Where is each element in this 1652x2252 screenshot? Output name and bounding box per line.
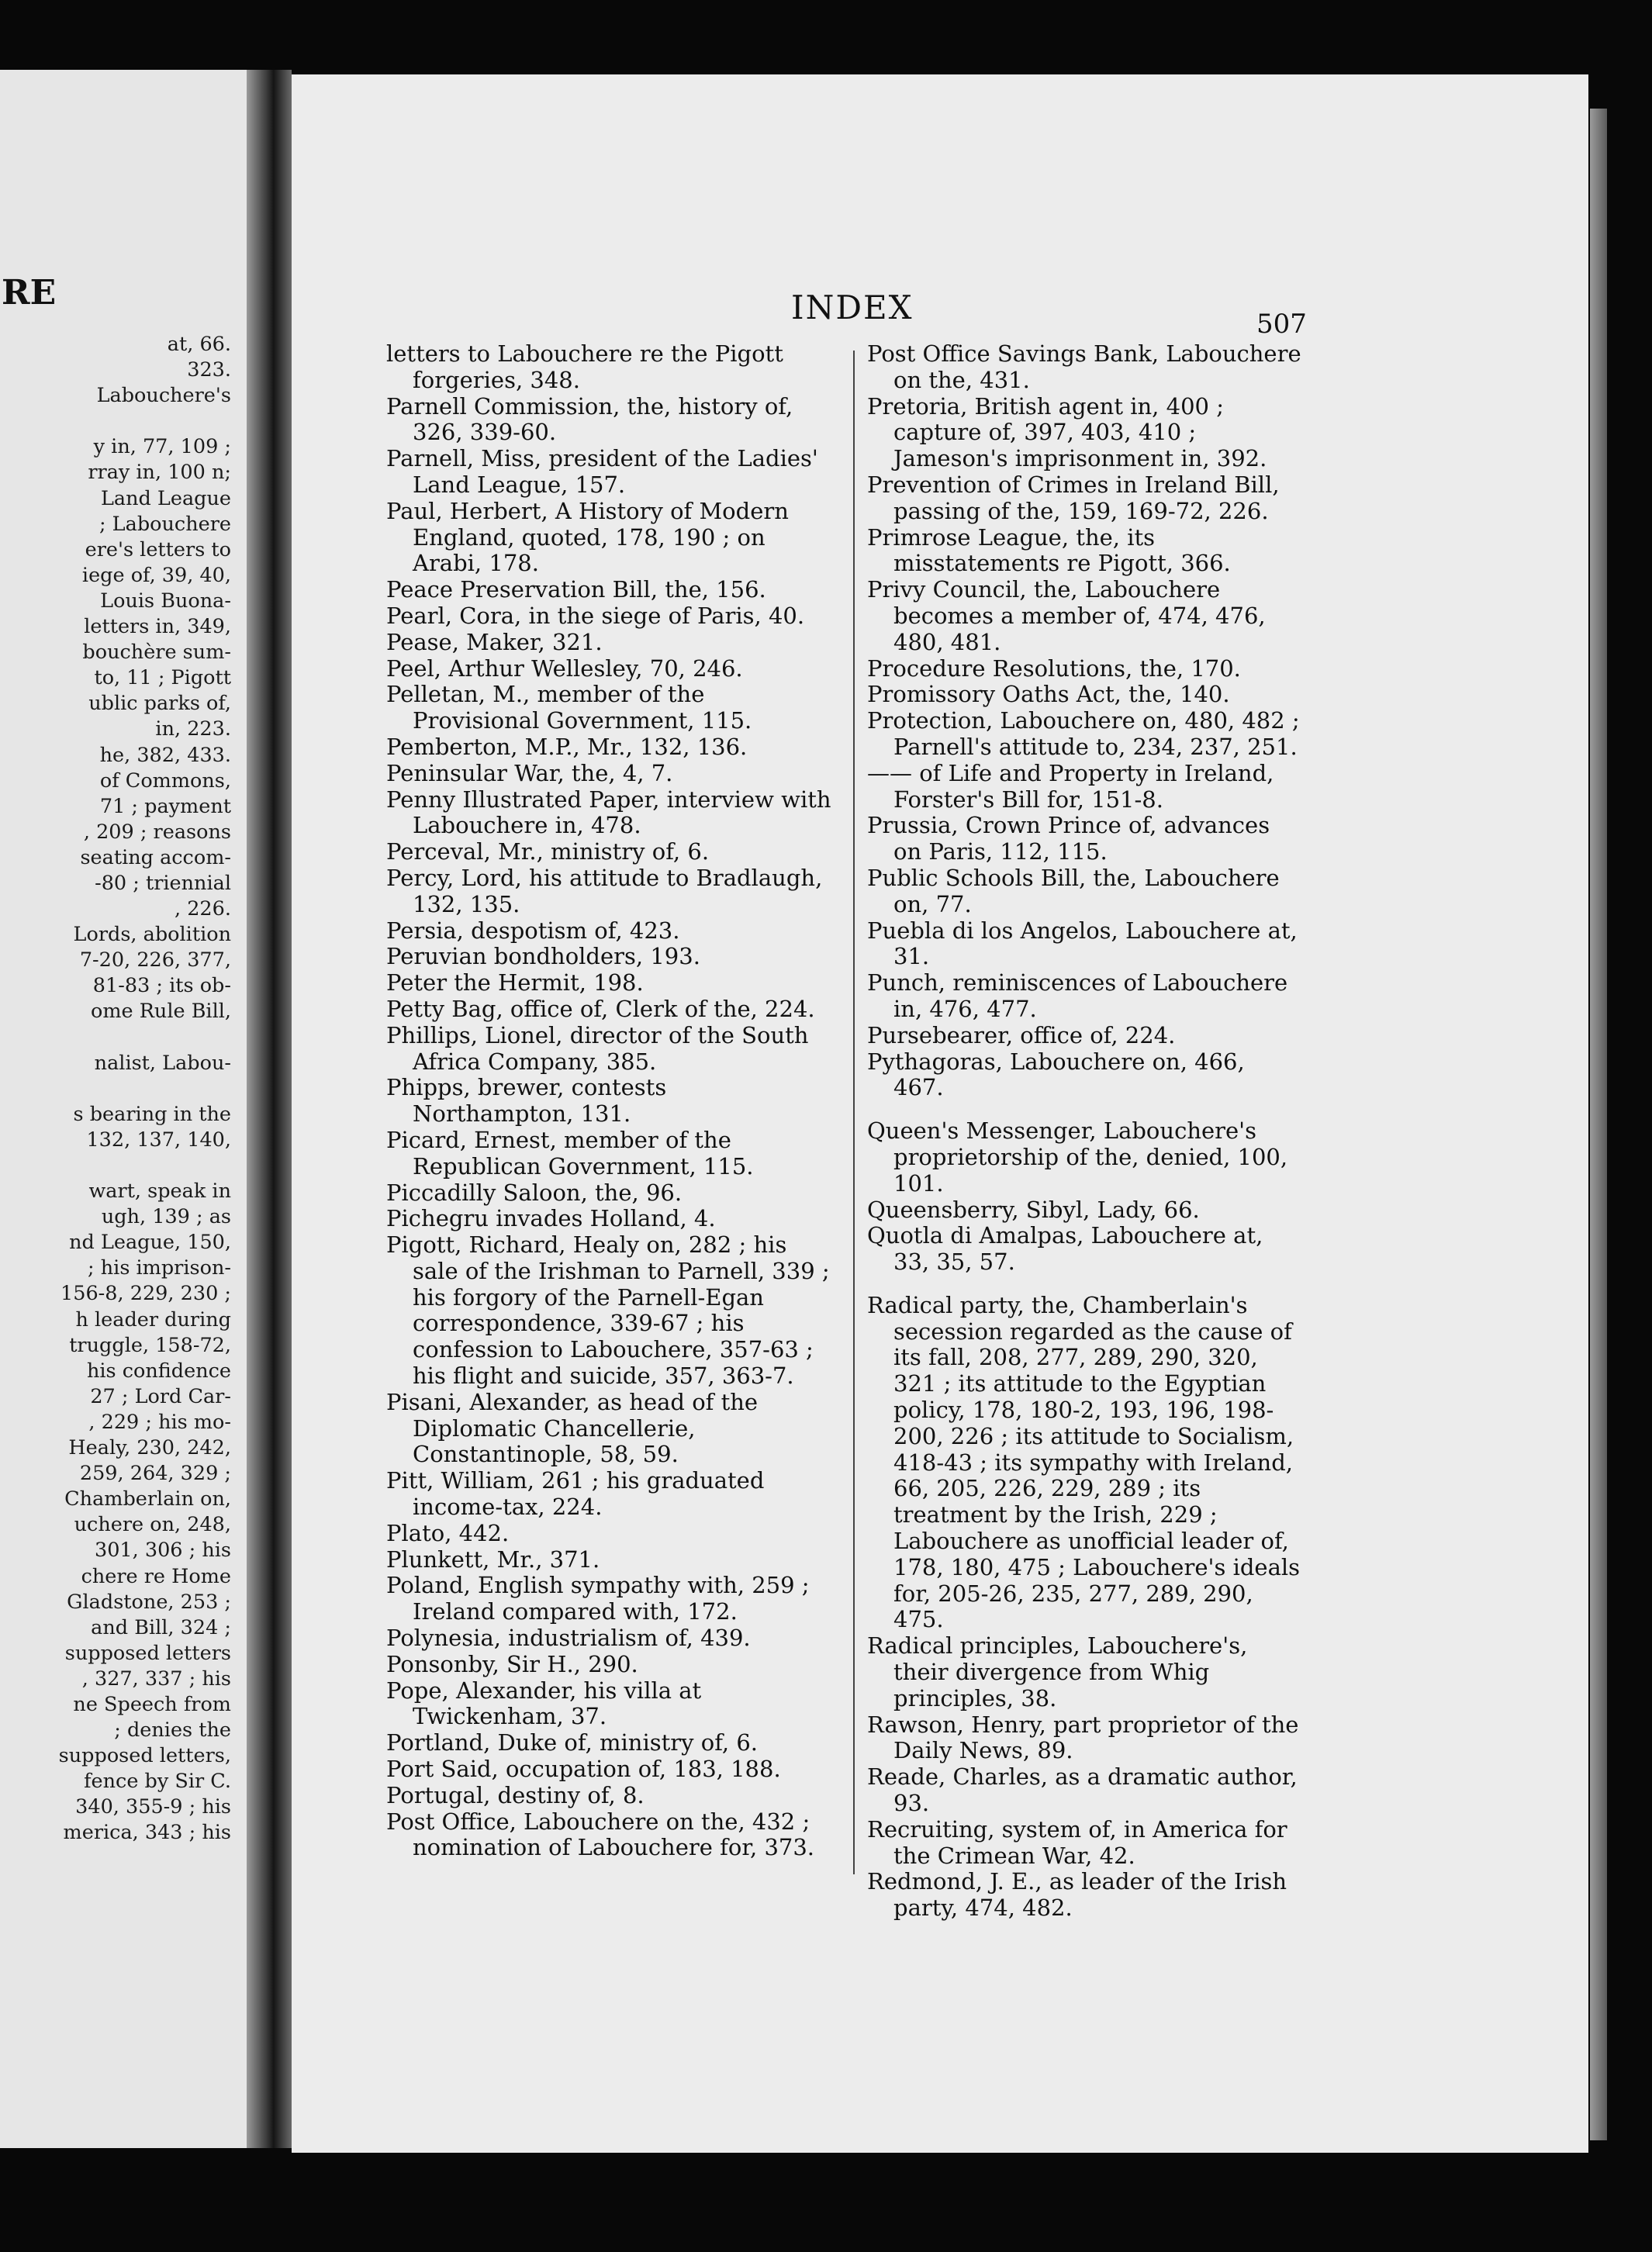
index-entry: Pope, Alexander, his villa at Twickenham, 37. <box>386 1677 702 1730</box>
left-fragment-line: in, 223. <box>155 717 231 741</box>
index-entry: Pitt, William, 261 ; his graduated income-tax, 224. <box>386 1467 765 1521</box>
left-fragment-line: 301, 306 ; his <box>94 1539 231 1563</box>
left-fragment-line: -80 ; triennial <box>95 871 231 895</box>
index-entry: Ponsonby, Sir H., 290. <box>386 1650 638 1677</box>
left-fragment-line: ne Speech from <box>73 1692 231 1716</box>
index-entry: Rawson, Henry, part proprietor of the Daily News, 89. <box>867 1711 1299 1764</box>
index-entry: Punch, reminiscences of Labouchere in, 476, 477. <box>867 969 1288 1022</box>
left-fragment-line: ugh, 139 ; as <box>101 1205 231 1229</box>
index-entry: Peruvian bondholders, 193. <box>386 943 700 970</box>
left-fragment-line: iege of, 39, 40, <box>81 563 231 587</box>
page-edge <box>1590 109 1607 2140</box>
index-entry: Peter the Hermit, 198. <box>386 969 644 996</box>
left-fragment-line: , 226. <box>175 897 231 921</box>
index-entry: Procedure Resolutions, the, 170. <box>867 655 1241 682</box>
left-fragment-line: Land League <box>100 486 231 510</box>
index-entry: Portugal, destiny of, 8. <box>386 1781 645 1808</box>
left-page-text <box>0 332 231 1846</box>
index-entry: Pichegru invades Holland, 4. <box>386 1205 716 1232</box>
index-entry: Reade, Charles, as a dramatic author, 93. <box>867 1763 1298 1817</box>
left-fragment-line: rray in, 100 n; <box>88 461 231 485</box>
index-entry: —— of Life and Property in Ireland, Forster's Bill for, 151-8. <box>867 759 1274 813</box>
index-entry: Post Office, Labouchere on the, 432 ; nomination of Labouchere for, 373. <box>386 1808 815 1861</box>
left-fragment-line: supposed letters, <box>58 1744 231 1768</box>
index-entry: Puebla di los Angelos, Labouchere at, 31. <box>867 917 1298 970</box>
index-entry: Prussia, Crown Prince of, advances on Paris, 112, 115. <box>867 812 1270 865</box>
left-fragment-line <box>0 409 231 434</box>
index-entry: Polynesia, industrialism of, 439. <box>386 1625 751 1652</box>
left-fragment-line: to, 11 ; Pigott <box>94 666 231 690</box>
left-fragment-line: 132, 137, 140, <box>86 1128 231 1152</box>
index-entry: Pisani, Alexander, as head of the Diplomatic Chancellerie, Constantinople, 58, 59. <box>386 1388 759 1468</box>
left-fragment-line: 340, 355-9 ; his <box>75 1795 231 1819</box>
index-entry: Post Office Savings Bank, Labouchere on the, 431. <box>867 340 1301 393</box>
index-entry: Queen's Messenger, Labouchere's proprietorship of the, denied, 100, 101. <box>867 1117 1288 1197</box>
index-entry: Quotla di Amalpas, Labouchere at, 33, 35, 57. <box>867 1222 1263 1276</box>
book-gutter <box>247 70 292 2148</box>
index-entry: Radical principles, Labouchere's, their divergence from Whig principles, 38. <box>867 1632 1248 1711</box>
left-fragment-line: chere re Home <box>81 1564 231 1588</box>
index-entry: Peace Preservation Bill, the, 156. <box>386 576 766 603</box>
index-entry: Pythagoras, Labouchere on, 466, 467. <box>867 1048 1245 1101</box>
index-column-left <box>386 341 832 1861</box>
left-fragment-line: of Commons, <box>99 769 231 793</box>
index-entry: Prevention of Crimes in Ireland Bill, passing of the, 159, 169-72, 226. <box>867 471 1280 524</box>
left-fragment-line <box>0 1076 231 1102</box>
index-entry: Peel, Arthur Wellesley, 70, 246. <box>386 655 743 682</box>
left-fragment-line: uchere on, 248, <box>74 1513 231 1537</box>
index-entry: Penny Illustrated Paper, interview with Labouchere in, 478. <box>386 786 831 839</box>
index-entry: Picard, Ernest, member of the Republican Government, 115. <box>386 1126 754 1180</box>
left-fragment-line: y in, 77, 109 ; <box>93 435 231 459</box>
index-entry: Phillips, Lionel, director of the South Africa Company, 385. <box>386 1021 809 1075</box>
left-fragment-line <box>0 1153 231 1179</box>
index-entry: Pretoria, British agent in, 400 ; capture of, 397, 403, 410 ; Jameson's imprisonment in, 392. <box>867 392 1267 472</box>
left-fragment-line: 156-8, 229, 230 ; <box>60 1282 231 1306</box>
left-fragment-line: 27 ; Lord Car- <box>90 1384 231 1408</box>
left-fragment-line <box>0 1025 231 1051</box>
left-fragment-line: 7-20, 226, 377, <box>79 948 231 972</box>
index-entry: Petty Bag, office of, Clerk of the, 224. <box>386 995 815 1022</box>
left-fragment-line: ublic parks of, <box>88 692 231 716</box>
index-entry: Pigott, Richard, Healy on, 282 ; his sale of the Irishman to Parnell, 339 ; his forgory of the Parnell-Egan correspondence, 339-67 ; his confession to Labouchere, 357-63 ; his flight and suicide, 357, 363-7. <box>386 1231 830 1390</box>
index-entry: Paul, Herbert, A History of Modern England, quoted, 178, 190 ; on Arabi, 178. <box>386 497 789 577</box>
left-fragment-line: 81-83 ; its ob- <box>92 974 231 998</box>
index-entry: Primrose League, the, its misstatements re Pigott, 366. <box>867 523 1231 577</box>
left-fragment-line: Lords, abolition <box>73 923 231 947</box>
left-fragment-line: Labouchere's <box>96 384 231 408</box>
left-fragment-line: ; Labouchere <box>98 512 231 536</box>
left-fragment-line: Louis Buona- <box>100 589 231 613</box>
left-fragment-line: s bearing in the <box>73 1102 231 1126</box>
index-entry: Plunkett, Mr., 371. <box>386 1546 600 1573</box>
left-fragment-line: 71 ; payment <box>99 794 231 818</box>
page-number: 507 <box>1256 309 1307 340</box>
index-entry: Recruiting, system of, in America for the Crimean War, 42. <box>867 1815 1287 1869</box>
index-entry: Portland, Duke of, ministry of, 6. <box>386 1729 759 1756</box>
index-entry: Redmond, J. E., as leader of the Irish party, 474, 482. <box>867 1868 1287 1922</box>
index-entry: Radical party, the, Chamberlain's secession regarded as the cause of its fall, 208, 277, 289, 290, 320, 321 ; its attitude to the Egyptian policy, 178, 180-2, 193, 196, 198-200, 226 ; its attitude to Socialism, 418-43 ; its sympathy with Ireland, 66, 205, 226, 229, 289 ; its treatment by the Irish, 229 ; Labouchere as unofficial leader of, 178, 180, 475 ; Labouchere's ideals for, 205-26, 235, 277, 289, 290, 475. <box>867 1291 1301 1633</box>
index-entry: Persia, despotism of, 423. <box>386 917 680 944</box>
index-entry: Protection, Labouchere on, 480, 482 ; Parnell's attitude to, 234, 237, 251. <box>867 707 1300 760</box>
left-fragment-line: ome Rule Bill, <box>90 1000 231 1024</box>
left-fragment-line: and Bill, 324 ; <box>91 1615 231 1639</box>
index-entry: Privy Council, the, Labouchere becomes a member of, 474, 476, 480, 481. <box>867 576 1266 655</box>
left-page <box>0 70 247 2148</box>
left-fragment-line: nalist, Labou- <box>94 1051 231 1075</box>
index-entry: Queensberry, Sibyl, Lady, 66. <box>867 1196 1200 1223</box>
left-fragment-line: bouchère sum- <box>82 641 231 665</box>
index-entry: Pemberton, M.P., Mr., 132, 136. <box>386 733 748 760</box>
index-entry: Public Schools Bill, the, Labouchere on, 77. <box>867 864 1280 917</box>
left-fragment-line: , 209 ; reasons <box>83 820 231 844</box>
left-page-heading: RE <box>2 273 57 313</box>
left-fragment-line: ere's letters to <box>85 537 231 561</box>
left-fragment-line: nd League, 150, <box>69 1231 231 1255</box>
left-fragment-line: h leader during <box>75 1307 231 1332</box>
index-entry: Perceval, Mr., ministry of, 6. <box>386 838 710 865</box>
left-fragment-line: Gladstone, 253 ; <box>67 1590 231 1614</box>
left-fragment-line: Chamberlain on, <box>64 1487 231 1511</box>
index-entry: Pease, Maker, 321. <box>386 628 603 655</box>
index-entry: Parnell, Miss, president of the Ladies' Land League, 157. <box>386 445 818 498</box>
index-entry: Peninsular War, the, 4, 7. <box>386 759 673 786</box>
index-entry: Promissory Oaths Act, the, 140. <box>867 681 1230 708</box>
index-entry: Phipps, brewer, contests Northampton, 131. <box>386 1074 667 1128</box>
index-column-right <box>867 341 1301 1922</box>
left-fragment-line: ; his imprison- <box>88 1256 231 1280</box>
left-fragment-line: his confidence <box>86 1359 231 1383</box>
index-entry: Pursebearer, office of, 224. <box>867 1021 1176 1048</box>
left-fragment-line: merica, 343 ; his <box>63 1821 231 1845</box>
left-fragment-line: truggle, 158-72, <box>69 1333 231 1357</box>
left-fragment-line: he, 382, 433. <box>99 743 231 767</box>
index-entry: Poland, English sympathy with, 259 ; Ireland compared with, 172. <box>386 1572 810 1625</box>
index-entry: Port Said, occupation of, 183, 188. <box>386 1756 781 1783</box>
column-divider <box>853 351 855 1874</box>
running-title: INDEX <box>791 288 914 326</box>
left-fragment-line: supposed letters <box>64 1641 231 1665</box>
left-fragment-line: at, 66. <box>167 333 231 356</box>
index-entry: Piccadilly Saloon, the, 96. <box>386 1179 683 1206</box>
left-fragment-line: ; denies the <box>114 1718 231 1743</box>
left-fragment-line: 323. <box>187 358 231 382</box>
left-fragment-line: letters in, 349, <box>84 615 231 639</box>
index-entry: Pelletan, M., member of the Provisional Government, 115. <box>386 681 752 734</box>
index-entry: Parnell Commission, the, history of, 326, 339-60. <box>386 392 793 446</box>
left-fragment-line: fence by Sir C. <box>84 1770 231 1794</box>
index-entry: Plato, 442. <box>386 1519 510 1546</box>
index-entry: Percy, Lord, his attitude to Bradlaugh, 132, 135. <box>386 864 823 917</box>
left-fragment-line: Healy, 230, 242, <box>68 1436 231 1460</box>
left-fragment-line: seating accom- <box>80 845 231 869</box>
left-fragment-line: , 229 ; his mo- <box>88 1410 231 1434</box>
index-entry: letters to Labouchere re the Pigott forgeries, 348. <box>386 340 783 393</box>
left-fragment-line: wart, speak in <box>88 1180 231 1204</box>
left-fragment-line: 259, 264, 329 ; <box>79 1462 231 1486</box>
left-fragment-line: , 327, 337 ; his <box>81 1667 231 1691</box>
index-entry: Pearl, Cora, in the siege of Paris, 40. <box>386 602 805 629</box>
